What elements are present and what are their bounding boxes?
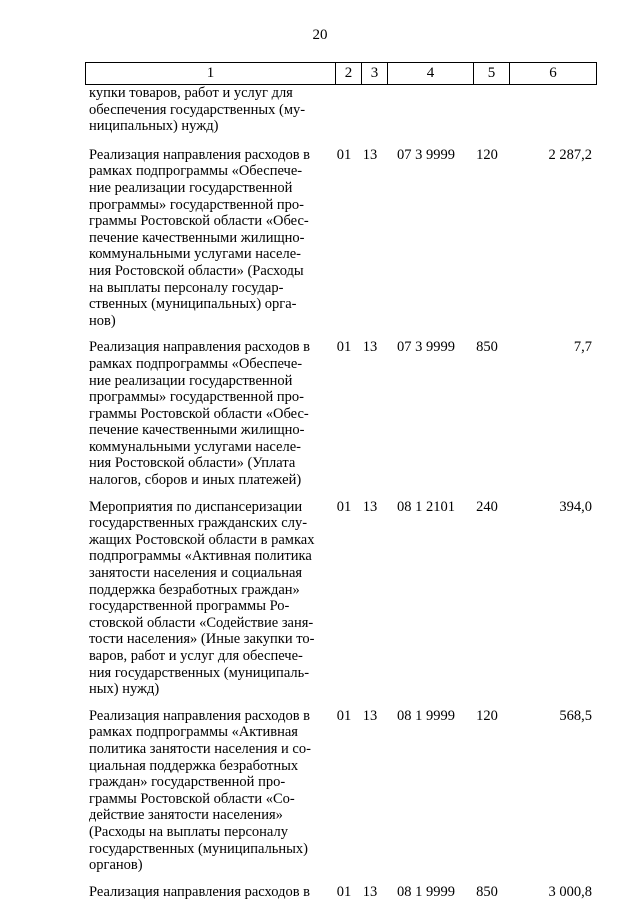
row-amount: 394,0	[559, 498, 592, 515]
row-expense-type: 120	[476, 146, 498, 163]
column-header-5: 5	[474, 63, 510, 85]
column-header-2: 2	[336, 63, 362, 85]
table-row	[85, 147, 596, 330]
budget-table-body	[85, 85, 596, 910]
row-subsection-code: 13	[362, 883, 378, 900]
column-header-1: 1	[86, 63, 336, 85]
row-target-article: 08 1 9999	[397, 707, 455, 724]
table-row	[85, 499, 596, 698]
row-description: купки товаров, работ и услуг для обеспечения государственных (му- ниципальных) нужд)	[89, 85, 306, 135]
row-amount: 7,7	[573, 339, 592, 356]
row-amount: 3 000,8	[548, 883, 592, 900]
row-subsection-code	[357, 85, 383, 135]
row-target-article: 07 3 9999	[397, 339, 455, 356]
row-section-code: 01	[336, 707, 352, 724]
row-target-article: 08 1 9999	[397, 883, 455, 900]
row-expense-type: 120	[476, 707, 498, 724]
row-section-code	[331, 85, 357, 135]
row-expense-type: 850	[476, 339, 498, 356]
row-amount: 2 287,2	[548, 146, 592, 163]
row-subsection-code: 13	[362, 339, 378, 356]
column-header-3: 3	[362, 63, 388, 85]
page-number: 20	[312, 27, 328, 43]
row-description: Мероприятия по диспансеризации государственных гражданских слу- жащих Ростовской области в рамках подпрограммы «Активная политика занятости населения и социальная поддержка безработных граждан» государственной программы Ро- стовской области «Содействие заня- тости населения» (Иные закупки то- варов, работ и услуг для обеспече- ния государственных (муниципаль- ных) нужд)	[89, 498, 315, 698]
row-description: Реализация направления расходов в рамках подпрограммы «Обеспече- ние реализации государственной программы» государственной про- граммы Ростовской области «Обес- печение качественными жилищно- коммунальными услугами населе- ния Ростовской области» (Расходы на выплаты персоналу государ- ственных (муниципальных) орга- нов)	[89, 146, 311, 329]
row-description: Реализация направления расходов в рамках подпрограммы «Активная политика занятости населения и со- циальная поддержка безработных граждан» государственной про- граммы Ростовской области «Со- действие занятости населения» (Расходы на выплаты персоналу государственных (муниципальных) органов)	[89, 707, 311, 874]
row-section-code: 01	[336, 498, 352, 515]
row-target-article: 08 1 2101	[397, 498, 455, 515]
row-section-code: 01	[336, 146, 352, 163]
table-row	[85, 339, 596, 488]
row-description: Реализация направления расходов в	[89, 883, 311, 900]
row-expense-type	[469, 85, 505, 135]
row-subsection-code: 13	[362, 498, 378, 515]
column-header-6: 6	[510, 63, 597, 85]
row-section-code: 01	[336, 883, 352, 900]
row-target-article: 07 3 9999	[397, 146, 455, 163]
row-subsection-code: 13	[362, 707, 378, 724]
row-description: Реализация направления расходов в рамках подпрограммы «Обеспече- ние реализации государственной программы» государственной про- граммы Ростовской области «Обес- печение качественными жилищно- коммунальными услугами населе- ния Ростовской области» (Уплата налогов, сборов и иных платежей)	[89, 339, 311, 489]
row-amount	[505, 85, 596, 135]
row-expense-type: 850	[476, 883, 498, 900]
column-header-row	[85, 62, 597, 85]
row-section-code: 01	[336, 339, 352, 356]
row-subsection-code: 13	[362, 146, 378, 163]
column-header-4: 4	[388, 63, 474, 85]
table-row	[85, 708, 596, 874]
row-target-article	[383, 85, 469, 135]
row-expense-type: 240	[476, 498, 498, 515]
table-row	[85, 85, 596, 135]
table-row	[85, 884, 596, 901]
row-amount: 568,5	[559, 707, 592, 724]
